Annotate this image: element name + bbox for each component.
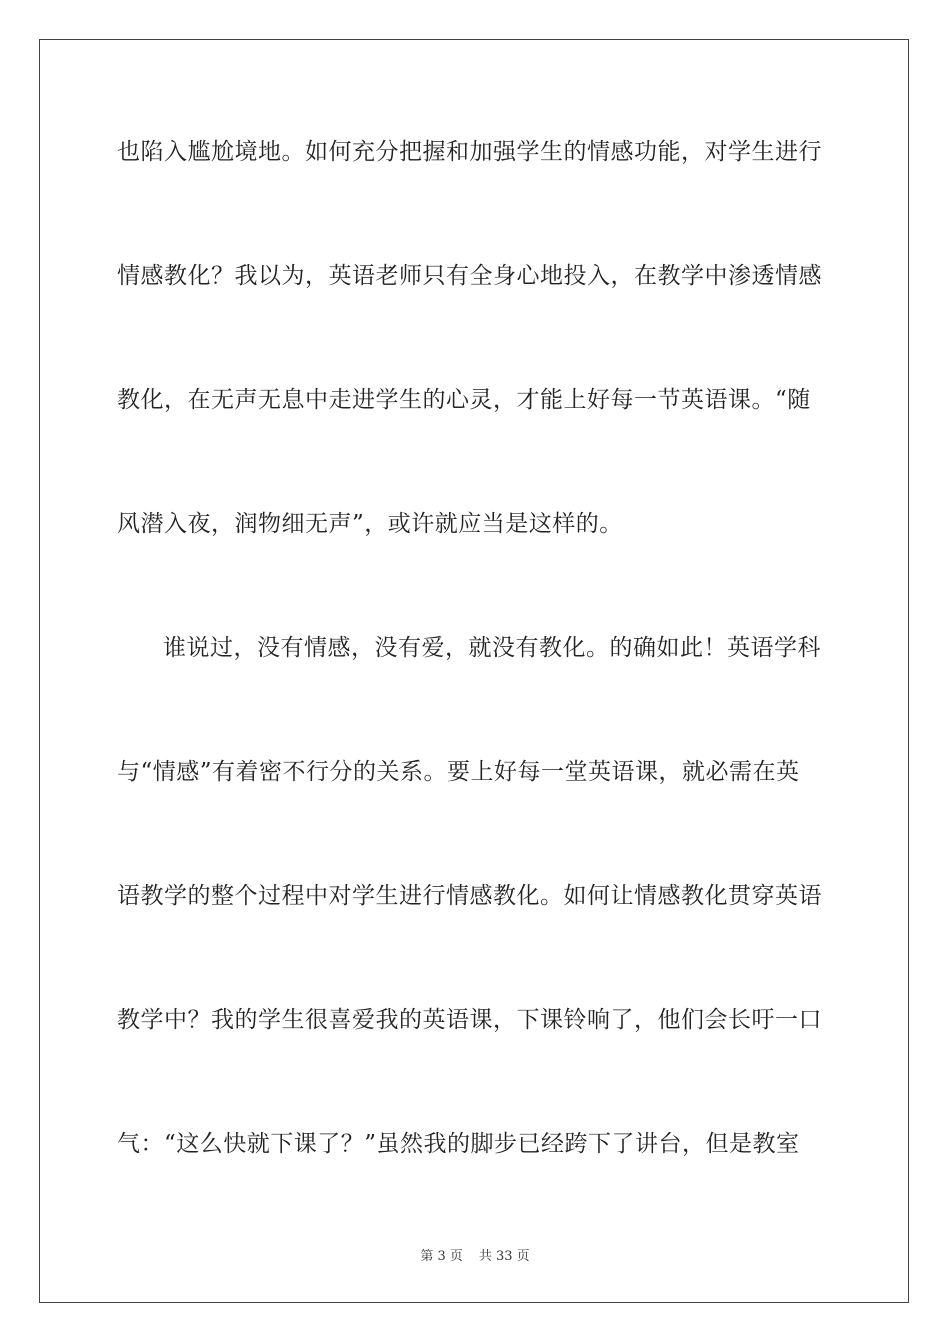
page-total: 共 33 页: [478, 1249, 530, 1264]
paragraph-line: 也陷入尴尬境地。如何充分把握和加强学生的情感功能，对学生进行: [117, 139, 822, 165]
paragraph-line: 教学中？我的学生很喜爱我的英语课，下课铃响了，他们会长吁一口: [117, 1007, 822, 1033]
paragraph-line: 情感教化？我以为，英语老师只有全身心地投入，在教学中渗透情感: [117, 263, 822, 289]
paragraph-line: 风潜入夜，润物细无声”，或许就应当是这样的。: [117, 511, 623, 537]
paragraph-line: 气：“这么快就下课了？”虽然我的脚步已经跨下了讲台，但是教室: [117, 1131, 800, 1157]
paragraph-line: 谁说过，没有情感，没有爱，就没有教化。的确如此！英语学科: [163, 635, 821, 661]
paragraph-line: 语教学的整个过程中对学生进行情感教化。如何让情感教化贯穿英语: [117, 883, 822, 909]
paragraph-line: 教化，在无声无息中走进学生的心灵，才能上好每一节英语课。“随: [117, 387, 811, 413]
page-border: [39, 39, 909, 1303]
page-footer: [0, 1248, 950, 1266]
page-number: 第 3 页: [420, 1249, 463, 1264]
paragraph-line: 与“情感”有着密不行分的关系。要上好每一堂英语课，就必需在英: [117, 759, 800, 785]
